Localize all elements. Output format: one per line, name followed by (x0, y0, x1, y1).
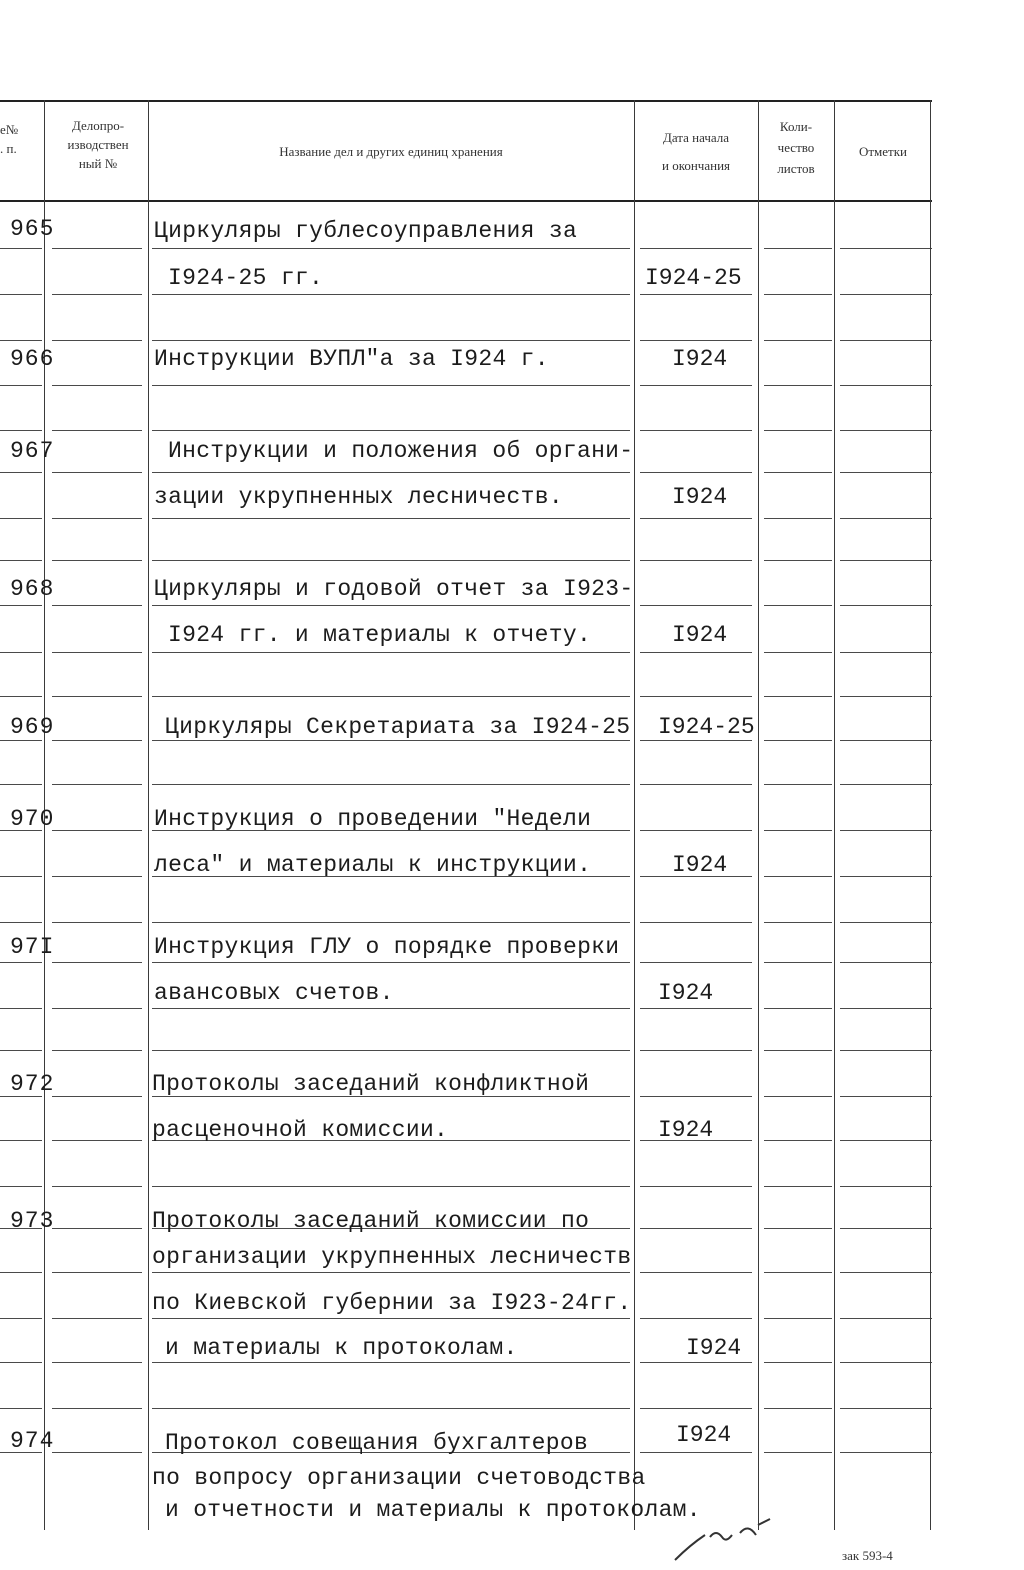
rule-line (764, 430, 832, 431)
rule-line (52, 1452, 142, 1453)
rule-line (764, 1272, 832, 1273)
rule-line (764, 248, 832, 249)
rule-line (52, 605, 142, 606)
rule-line (640, 1362, 752, 1363)
rule-line (640, 1452, 752, 1453)
rule-line (764, 605, 832, 606)
rule-line (52, 1272, 142, 1273)
rule-line (764, 1452, 832, 1453)
rule-line (764, 1318, 832, 1319)
rule-line (764, 740, 832, 741)
rule-line (840, 962, 932, 963)
rule-line (640, 1050, 752, 1051)
rule-line (840, 1362, 932, 1363)
rule-line (764, 1228, 832, 1229)
rule-line (152, 962, 630, 963)
rule-line (840, 248, 932, 249)
record-date: I924 (658, 1117, 714, 1143)
rule-line (52, 248, 142, 249)
rule-line (152, 472, 630, 473)
record-title-line: Протоколы заседаний комиссии по (152, 1208, 590, 1234)
rule-line (152, 922, 630, 923)
record-title-line: Инструкция ГЛУ о порядке проверки (154, 934, 620, 960)
rule-line (840, 876, 932, 877)
rule-line (640, 696, 752, 697)
rule-line (52, 385, 142, 386)
rule-line (52, 830, 142, 831)
rule-line (52, 518, 142, 519)
record-number: 97I (10, 934, 55, 960)
rule-line (840, 740, 932, 741)
rule-line (764, 652, 832, 653)
rule-line (840, 1140, 932, 1141)
record-title-line: Циркуляры Секретариата за I924-25 (165, 714, 631, 740)
rule-line (52, 1362, 142, 1363)
rule-line (52, 430, 142, 431)
order-number: зак 593-4 (842, 1548, 893, 1563)
rule-line (152, 696, 630, 697)
record-title-line: Инструкция о проведении "Недели (154, 806, 592, 832)
rule-line (764, 962, 832, 963)
rule-line (152, 1272, 630, 1273)
rule-line (0, 1008, 42, 1009)
record-title-line: Протокол совещания бухгалтеров (165, 1430, 589, 1456)
record-title-line: Инструкции ВУПЛ"а за I924 г. (154, 346, 549, 372)
rule-line (640, 340, 752, 341)
rule-line (0, 962, 42, 963)
rule-line (640, 1008, 752, 1009)
rule-line (840, 922, 932, 923)
record-date: I924 (658, 980, 714, 1006)
rule-line (764, 294, 832, 295)
header-col-notes: Отметки (858, 144, 908, 159)
rule-line (764, 560, 832, 561)
rule-line (640, 784, 752, 785)
rule-line (840, 472, 932, 473)
column-line (148, 100, 149, 1530)
rule-line (764, 922, 832, 923)
record-title-line: Протоколы заседаний конфликтной (152, 1071, 590, 1097)
rule-line (764, 830, 832, 831)
rule-line (640, 922, 752, 923)
rule-line (764, 784, 832, 785)
rule-line (52, 1408, 142, 1409)
record-title-line: по вопросу организации счетоводства (152, 1465, 646, 1491)
rule-line (764, 472, 832, 473)
header-col-office-number: Делопро- изводствен ный № (67, 118, 129, 171)
record-title-line: авансовых счетов. (154, 980, 394, 1006)
record-number: 974 (10, 1428, 55, 1454)
rule-line (764, 1008, 832, 1009)
rule-line (152, 1318, 630, 1319)
rule-line (152, 605, 630, 606)
rule-line (52, 1318, 142, 1319)
record-date: I924 (686, 1335, 742, 1361)
rule-line (0, 652, 42, 653)
rule-line (152, 1050, 630, 1051)
rule-line (640, 962, 752, 963)
rule-line (0, 385, 42, 386)
rule-line (0, 430, 42, 431)
record-title-line: I924 гг. и материалы к отчету. (168, 622, 592, 648)
record-title-line: организации укрупненных лесничеств (152, 1244, 632, 1270)
rule-line (840, 518, 932, 519)
rule-line (640, 472, 752, 473)
rule-line (764, 518, 832, 519)
rule-line (840, 1186, 932, 1187)
record-title-line: и отчетности и материалы к протоколам. (165, 1497, 701, 1523)
rule-line (0, 1408, 42, 1409)
rule-line (764, 1050, 832, 1051)
rule-line (764, 876, 832, 877)
rule-line (0, 922, 42, 923)
rule-line (52, 1228, 142, 1229)
rule-line (52, 340, 142, 341)
rule-line (152, 1408, 630, 1409)
rule-line (152, 340, 630, 341)
record-date: I924-25 (645, 265, 742, 291)
rule-line (764, 1362, 832, 1363)
rule-line (764, 385, 832, 386)
rule-line (0, 1050, 42, 1051)
rule-line (764, 340, 832, 341)
rule-line (52, 876, 142, 877)
record-date: I924 (676, 1422, 732, 1448)
record-number: 968 (10, 576, 55, 602)
rule-line (0, 294, 42, 295)
rule-line (152, 430, 630, 431)
rule-line (764, 1096, 832, 1097)
rule-line (52, 1050, 142, 1051)
rule-line (840, 294, 932, 295)
rule-line (52, 922, 142, 923)
rule-line (840, 340, 932, 341)
rule-line (0, 740, 42, 741)
rule-line (52, 784, 142, 785)
record-title-line: расценочной комиссии. (152, 1117, 449, 1143)
rule-line (0, 200, 932, 202)
rule-line (52, 560, 142, 561)
record-title-line: Инструкции и положения об органи- (168, 438, 634, 464)
rule-line (152, 1362, 630, 1363)
rule-line (640, 248, 752, 249)
rule-line (840, 605, 932, 606)
record-date: I924 (672, 346, 728, 372)
rule-line (840, 560, 932, 561)
handwritten-mark (670, 1505, 780, 1565)
rule-line (0, 100, 932, 102)
rule-line (52, 1008, 142, 1009)
rule-line (640, 830, 752, 831)
column-line (834, 100, 835, 1530)
rule-line (152, 294, 630, 295)
rule-line (0, 248, 42, 249)
record-number: 972 (10, 1071, 55, 1097)
record-title-line: по Киевской губернии за I923-24гг. (152, 1290, 632, 1316)
rule-line (640, 740, 752, 741)
rule-line (152, 740, 630, 741)
header-col-title: Название дел и других единиц хранения (279, 144, 503, 159)
rule-line (0, 1362, 42, 1363)
record-number: 970 (10, 806, 55, 832)
rule-line (640, 560, 752, 561)
rule-line (840, 1272, 932, 1273)
rule-line (52, 1096, 142, 1097)
record-title-line: Циркуляры гублесоуправления за (154, 218, 578, 244)
rule-line (52, 962, 142, 963)
column-line (634, 100, 635, 1530)
record-date: I924 (672, 484, 728, 510)
rule-line (840, 1452, 932, 1453)
rule-line (0, 472, 42, 473)
rule-line (152, 248, 630, 249)
rule-line (0, 518, 42, 519)
record-number: 969 (10, 714, 55, 740)
rule-line (52, 472, 142, 473)
rule-line (52, 740, 142, 741)
record-title-line: леса" и материалы к инструкции. (154, 852, 592, 878)
rule-line (640, 1318, 752, 1319)
rule-line (640, 1228, 752, 1229)
rule-line (152, 560, 630, 561)
record-number: 967 (10, 438, 55, 464)
rule-line (840, 430, 932, 431)
rule-line (0, 876, 42, 877)
rule-line (0, 1318, 42, 1319)
rule-line (152, 1008, 630, 1009)
rule-line (0, 340, 42, 341)
rule-line (840, 385, 932, 386)
rule-line (0, 1186, 42, 1187)
rule-line (0, 784, 42, 785)
rule-line (52, 696, 142, 697)
rule-line (0, 605, 42, 606)
rule-line (840, 1408, 932, 1409)
rule-line (152, 518, 630, 519)
rule-line (840, 1008, 932, 1009)
column-line (930, 100, 931, 1530)
rule-line (640, 1186, 752, 1187)
rule-line (840, 652, 932, 653)
rule-line (52, 1186, 142, 1187)
rule-line (52, 1140, 142, 1141)
rule-line (840, 830, 932, 831)
record-title-line: зации укрупненных лесничеств. (154, 484, 563, 510)
rule-line (152, 1186, 630, 1187)
record-number: 966 (10, 346, 55, 372)
rule-line (640, 605, 752, 606)
header-col-sheets: Коли- чество листов (777, 119, 815, 176)
rule-line (840, 1318, 932, 1319)
rule-line (152, 784, 630, 785)
rule-line (0, 560, 42, 561)
record-date: I924-25 (658, 714, 755, 740)
rule-line (840, 1096, 932, 1097)
record-title-line: и материалы к протоколам. (165, 1335, 518, 1361)
rule-line (840, 1228, 932, 1229)
rule-line (0, 1140, 42, 1141)
rule-line (640, 1096, 752, 1097)
record-number: 965 (10, 216, 55, 242)
rule-line (764, 1140, 832, 1141)
rule-line (764, 1408, 832, 1409)
rule-line (840, 1050, 932, 1051)
rule-line (152, 652, 630, 653)
rule-line (764, 696, 832, 697)
record-title-line: Циркуляры и годовой отчет за I923- (154, 576, 634, 602)
rule-line (152, 385, 630, 386)
rule-line (640, 1272, 752, 1273)
rule-line (52, 652, 142, 653)
header-col-number: е№ . п. (0, 122, 19, 156)
rule-line (640, 430, 752, 431)
rule-line (764, 1186, 832, 1187)
record-title-line: I924-25 гг. (168, 265, 324, 291)
rule-line (640, 518, 752, 519)
record-date: I924 (672, 852, 728, 878)
rule-line (0, 696, 42, 697)
rule-line (52, 294, 142, 295)
record-number: 973 (10, 1208, 55, 1234)
rule-line (640, 294, 752, 295)
rule-line (640, 652, 752, 653)
record-date: I924 (672, 622, 728, 648)
header-col-dates: Дата начала и окончания (661, 130, 731, 173)
column-line (758, 100, 759, 1530)
rule-line (840, 696, 932, 697)
rule-line (0, 1272, 42, 1273)
rule-line (640, 385, 752, 386)
rule-line (640, 1408, 752, 1409)
rule-line (840, 784, 932, 785)
